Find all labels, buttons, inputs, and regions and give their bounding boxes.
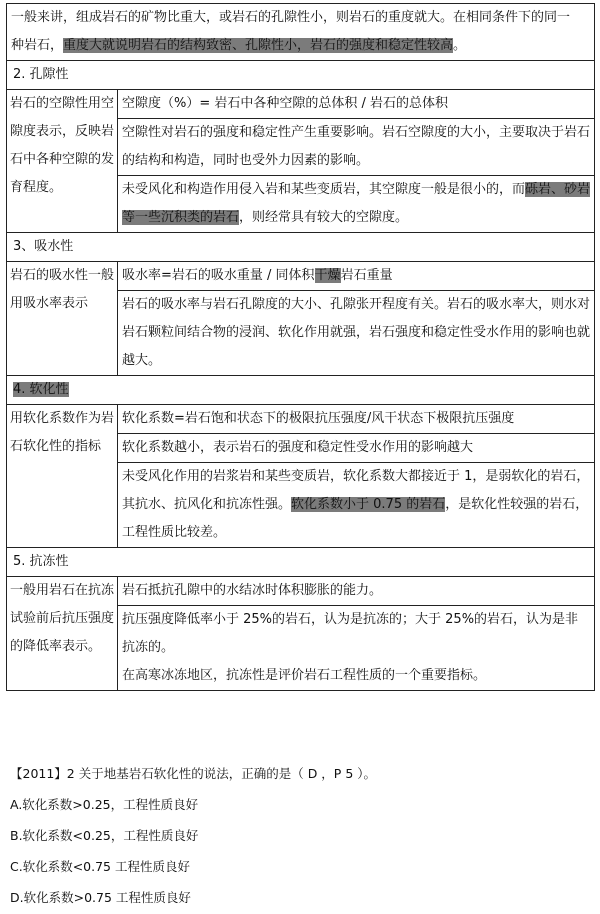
intro-line-1: 一般来讲，组成岩石的矿物比重大，或岩石的孔隙性小，则岩石的重度就大。在相同条件下的同一 [11,10,571,25]
intro-line-2-end: 。 [453,38,467,53]
absorption-definition: 岩石的吸水性一般用吸水率表示 [7,262,118,376]
porosity-comparison-end: ，则经常具有较大的空隙度。 [239,210,409,225]
frost-ability: 岩石抵抗孔隙中的水结冰时体积膨胀的能力。 [118,577,595,606]
intro-line-2-text: 种岩石， [11,38,64,53]
option-d: D.软化系数>0.75 工程性质良好 [10,890,191,905]
porosity-comparison [118,176,595,233]
absorption-formula-text: 吸水率=岩石的吸水重量 / 同体积 [122,268,315,283]
document-body [6,3,594,691]
section-heading-cell: 3、吸水性 [7,233,595,262]
porosity-definition: 岩石的空隙性用空隙度表示，反映岩石中各种空隙的发育程度。 [7,90,118,233]
option-a: A.软化系数>0.25，工程性质良好 [10,797,199,812]
option-c: C.软化系数<0.75 工程性质良好 [10,859,190,874]
softening-formula: 软化系数=岩石饱和状态下的极限抗压强度/风干状态下极限抗压强度 [118,405,595,434]
frost-criteria: 抗压强度降低率小于 25%的岩石，认为是抗冻的；大于 25%的岩石，认为是非抗冻的。 在高寒冰冻地区，抗冻性是评价岩石工程性质的一个重要指标。 [118,606,595,691]
intro-cell [7,4,595,61]
question-stem: 【2011】2 关于地基岩石软化性的说法，正确的是（ D ，P 5 ）。 [10,766,376,781]
section-heading-absorption [7,233,595,262]
intro-line-2 [11,32,590,60]
frost-row [7,577,595,606]
softening-heading-text: 4. 软化性 [13,382,69,397]
porosity-row [7,90,595,119]
section-heading-cell [7,376,595,405]
softening-highlight: 软化系数小于 0.75 的岩石 [291,497,446,512]
porosity-comparison-text: 未受风化和构造作用侵入岩和某些变质岩，其空隙度一般是很小的，而 [122,182,526,197]
softening-comparison [118,463,595,548]
absorption-influence: 岩石的吸水率与岩石孔隙度的大小、孔隙张开程度有关。岩石的吸水率大，则水对岩石颗粒间结合物的浸润、软化作用就强，岩石强度和稳定性受水作用的影响也就越大。 [118,291,595,376]
section-heading-cell: 5. 抗冻性 [7,548,595,577]
porosity-influence: 空隙性对岩石的强度和稳定性产生重要影响。岩石空隙度的大小，主要取决于岩石的结构和构造，同时也受外力因素的影响。 [118,119,595,176]
intro-highlight: 重度大就说明岩石的结构致密、孔隙性小，岩石的强度和稳定性较高 [63,38,454,53]
exam-question [10,758,590,913]
softening-row [7,405,595,434]
section-heading-frost [7,548,595,577]
absorption-formula-end: 岩石重量 [340,268,393,283]
absorption-formula [118,262,595,291]
softening-definition: 用软化系数作为岩石软化性的指标 [7,405,118,548]
option-b: B.软化系数<0.25，工程性质良好 [10,828,199,843]
softening-influence: 软化系数越小，表示岩石的强度和稳定性受水作用的影响越大 [118,434,595,463]
frost-definition: 一般用岩石在抗冻试验前后抗压强度的降低率表示。 [7,577,118,691]
section-heading-cell: 2. 孔隙性 [7,61,595,90]
intro-row [7,4,595,61]
absorption-highlight: 干燥 [314,268,341,283]
rock-properties-table [6,3,595,691]
softening-comparison-end: ，是软化性较强的岩石，工程性质比较差。 [122,497,589,540]
section-heading-softening [7,376,595,405]
softening-comparison-text: 未受风化作用的岩浆岩和某些变质岩，软化系数大都接近于 1，是弱软化的岩石，其抗水、抗风化和抗冻性强。 [122,469,590,512]
section-heading-porosity [7,61,595,90]
porosity-formula: 空隙度（%）= 岩石中各种空隙的总体积 / 岩石的总体积 [118,90,595,119]
porosity-highlight: 砾岩、砂岩等一些沉积类的岩石 [122,182,591,225]
absorption-row [7,262,595,291]
